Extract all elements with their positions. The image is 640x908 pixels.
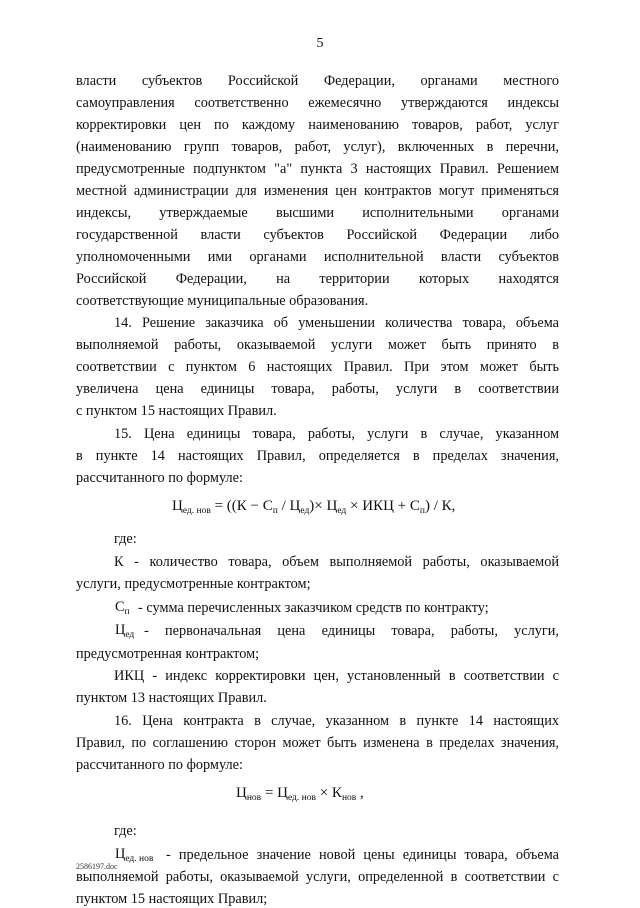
text-line: ИКЦ - индекс корректировки цен, установленный в соответствии с	[114, 668, 559, 684]
text-line: 14. Решение заказчика об уменьшении количества товара, объема	[114, 315, 559, 331]
definition-symbol-cedn: $Ц_{ед. нов}$	[115, 846, 154, 864]
text-line: где:	[114, 531, 137, 547]
text-line: соответствии с пунктом 6 настоящих Правил. При этом может быть	[76, 359, 559, 375]
text-line: выполняемой работы, оказываемой услуги может быть принято в	[76, 337, 559, 353]
text-line: 15. Цена единицы товара, работы, услуги в случае, указанном	[114, 426, 559, 442]
text-line: увеличена цена единицы товара, работы, услуги в соответствии	[76, 381, 559, 397]
text-line: услуги, предусмотренные контрактом;	[76, 576, 311, 592]
text-line: - первоначальная цена единицы товара, работы, услуги,	[144, 623, 559, 639]
text-line: в пункте 14 настоящих Правил, определяется в пределах значения,	[76, 448, 559, 464]
text-line: пунктом 13 настоящих Правил.	[76, 690, 267, 706]
text-line: уполномоченными ими органами исполнительной власти субъектов	[76, 249, 559, 265]
definition-symbol-ced: $Ц_{ед}$	[115, 622, 135, 640]
text-line: индексы, утверждаемые высшими исполнительными органами	[76, 205, 559, 221]
text-line: рассчитанного по формуле:	[76, 757, 243, 773]
text-line: где:	[114, 823, 137, 839]
text-line: - сумма перечисленных заказчиком средств по контракту;	[138, 600, 489, 616]
text-line: Российской Федерации, на территории которых находятся	[76, 271, 559, 287]
text-line: - предельное значение новой цены единицы товара, объема	[166, 847, 559, 863]
text-line: корректировки цен по каждому наименованию товаров, работ, услуг	[76, 117, 559, 133]
footer-document-code: 2586197.doc	[76, 862, 118, 871]
text-line: самоуправления соответственно ежемесячно утверждаются индексы	[76, 95, 559, 111]
text-line: предусмотренные подпунктом "а" пункта 3 настоящих Правил. Решением	[76, 161, 559, 177]
text-line: рассчитанного по формуле:	[76, 470, 243, 486]
text-line: местной администрации для изменения цен контрактов могут применяться	[76, 183, 559, 199]
formula-unit-price: $Ц_{ед. нов} = ((К - С_п / Ц_{ед})\times Ц_{ед}$ × ИКЦ + $С_п$) / К,	[172, 498, 456, 516]
text-line: (наименованию групп товаров, работ, услуг), включенных в перечни,	[76, 139, 559, 155]
text-line: предусмотренная контрактом;	[76, 646, 260, 662]
text-line: выполняемой работы, оказываемой услуги, определенной в соответствии с	[76, 869, 559, 885]
text-line: К - количество товара, объем выполняемой работы, оказываемой	[114, 554, 559, 570]
text-line: 16. Цена контракта в случае, указанном в пункте 14 настоящих	[114, 713, 559, 729]
text-line: с пунктом 15 настоящих Правил.	[76, 403, 277, 419]
definition-symbol-sp: $С_п$	[115, 599, 130, 617]
text-line: пунктом 15 настоящих Правил;	[76, 891, 268, 907]
formula-contract-price: $Ц_{нов} = Ц_{ед. нов} \times К_{нов}$ ,	[236, 785, 364, 803]
text-line: государственной власти субъектов Российской Федерации либо	[76, 227, 559, 243]
text-line: власти субъектов Российской Федерации, органами местного	[76, 73, 559, 89]
page-number: 5	[316, 36, 324, 51]
text-line: Правил, по соглашению сторон может быть изменена в пределах значения,	[76, 735, 559, 751]
text-line: соответствующие муниципальные образования.	[76, 293, 369, 309]
